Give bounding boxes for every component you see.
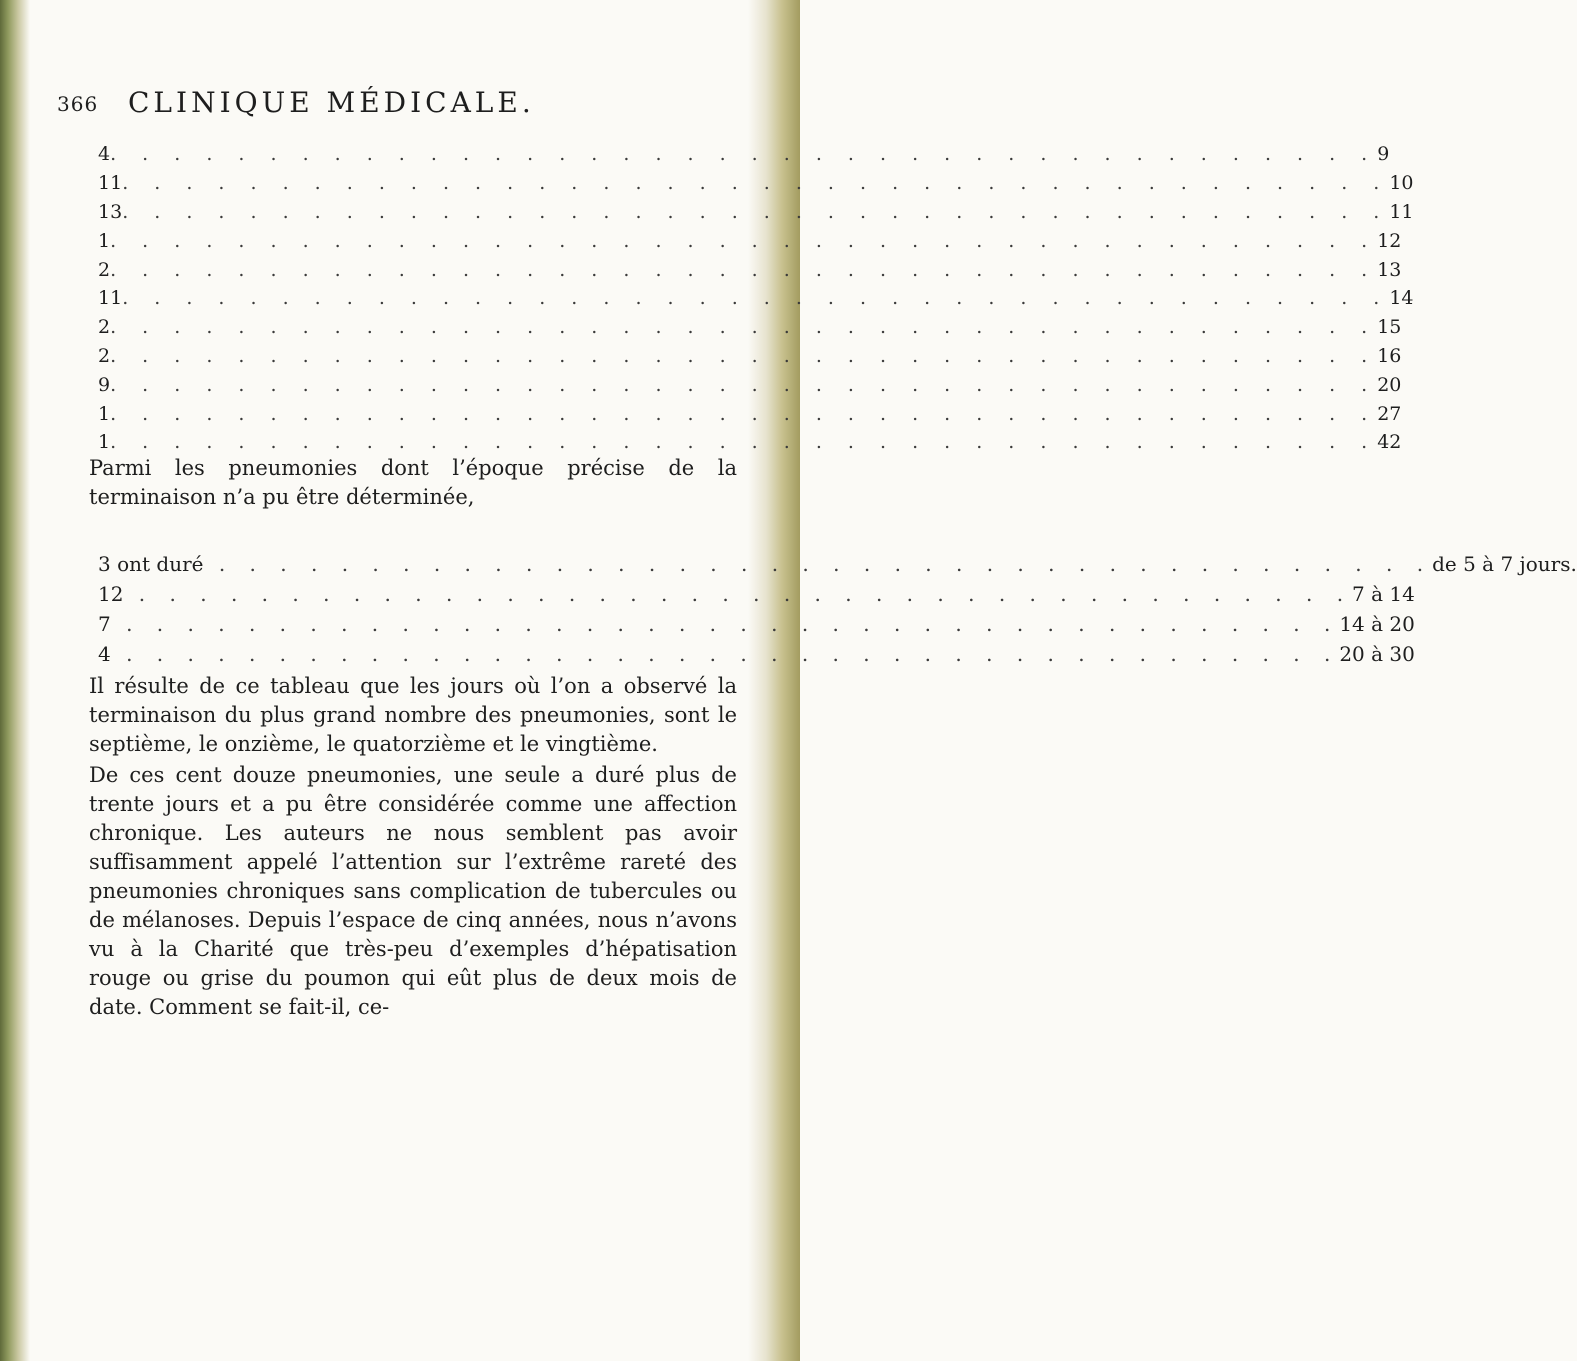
page-number: 366 [57, 92, 99, 116]
dot-leader: . . . . . . . . . . . . . . . . . . . . . . . . . . . . . . . . . . . . . . . . [110, 612, 1340, 636]
termination-day-table [98, 140, 1414, 457]
dot-leader: . . . . . . . . . . . . . . . . . . . . . . . . . . . . . . . . . . . . . . . . [122, 200, 1390, 223]
termination-day: 42 [1377, 431, 1402, 454]
table-row [98, 370, 1402, 399]
termination-day: 15 [1377, 316, 1402, 339]
duration-range: 7 à 14 [1352, 582, 1415, 606]
case-count: 2 [98, 344, 111, 367]
termination-day: 27 [1377, 402, 1402, 425]
table-row [98, 169, 1414, 198]
duration-range: de 5 à 7 jours. [1432, 552, 1577, 576]
termination-day: 12 [1377, 229, 1402, 252]
termination-day: 11 [1389, 200, 1414, 223]
case-count: 4 [98, 642, 111, 666]
paragraph-text: Il résulte de ce tableau que les jours où l’on a observé la terminaison du plus grand nombre des pneumonies, sont le septième, le onzième, le quatorzième et le vingtième. [89, 674, 737, 756]
table-row [98, 226, 1402, 255]
table-row [98, 255, 1402, 284]
case-count: 11 [98, 287, 123, 310]
paragraph-undetermined [57, 454, 737, 512]
table-row [98, 342, 1402, 371]
case-count: 9 [98, 373, 111, 396]
case-count: 13 [98, 200, 123, 223]
case-count: 12 [98, 582, 124, 606]
table-row [98, 609, 1415, 639]
case-count: 3 ont duré [98, 552, 204, 576]
table-row [98, 639, 1415, 669]
duration-table [98, 549, 1577, 669]
case-count: 1 [98, 431, 111, 454]
table-row [98, 399, 1402, 428]
table-row [98, 579, 1415, 609]
dot-leader: . . . . . . . . . . . . . . . . . . . . . . . . . . . . . . . . . . . . . . . . [110, 258, 1378, 281]
dot-leader: . . . . . . . . . . . . . . . . . . . . . . . . . . . . . . . . . . . . . . . . [123, 582, 1353, 606]
dot-leader: . . . . . . . . . . . . . . . . . . . . . . . . . . . . . . . . . . . . . . . . [122, 287, 1390, 310]
case-count: 1 [98, 402, 111, 425]
duration-range: 20 à 30 [1339, 642, 1415, 666]
dot-leader: . . . . . . . . . . . . . . . . . . . . . . . . . . . . . . . . . . . . . . . . [203, 552, 1433, 576]
case-count: 4 [98, 143, 111, 166]
termination-day: 13 [1377, 258, 1402, 281]
termination-day: 9 [1377, 143, 1390, 166]
table-row [98, 198, 1414, 227]
dot-leader: . . . . . . . . . . . . . . . . . . . . . . . . . . . . . . . . . . . . . . . . [110, 431, 1378, 454]
table-row [98, 284, 1414, 313]
case-count: 11 [98, 172, 123, 195]
case-count: 2 [98, 316, 111, 339]
running-title: CLINIQUE MÉDICALE. [128, 86, 535, 119]
table-row [98, 428, 1402, 457]
dot-leader: . . . . . . . . . . . . . . . . . . . . . . . . . . . . . . . . . . . . . . . . [110, 642, 1340, 666]
dot-leader: . . . . . . . . . . . . . . . . . . . . . . . . . . . . . . . . . . . . . . . . [110, 316, 1378, 339]
table-row [98, 140, 1390, 169]
table-row [98, 313, 1402, 342]
dot-leader: . . . . . . . . . . . . . . . . . . . . . . . . . . . . . . . . . . . . . . . . [110, 373, 1378, 396]
page-header [57, 86, 697, 126]
duration-range: 14 à 20 [1339, 612, 1415, 636]
dot-leader: . . . . . . . . . . . . . . . . . . . . . . . . . . . . . . . . . . . . . . . . [122, 172, 1390, 195]
paragraph-text: Parmi les pneumonies dont l’époque précise de la terminaison n’a pu être déterminée, [89, 456, 737, 509]
dot-leader: . . . . . . . . . . . . . . . . . . . . . . . . . . . . . . . . . . . . . . . . [110, 402, 1378, 425]
paragraph-chronic [57, 761, 737, 1022]
dot-leader: . . . . . . . . . . . . . . . . . . . . . . . . . . . . . . . . . . . . . . . . [110, 143, 1378, 166]
termination-day: 20 [1377, 373, 1402, 396]
termination-day: 14 [1389, 287, 1414, 310]
paragraph-result [57, 672, 737, 759]
case-count: 7 [98, 612, 111, 636]
dot-leader: . . . . . . . . . . . . . . . . . . . . . . . . . . . . . . . . . . . . . . . . [110, 229, 1378, 252]
table-row [98, 549, 1577, 579]
termination-day: 10 [1389, 172, 1414, 195]
termination-day: 16 [1377, 344, 1402, 367]
case-count: 1 [98, 229, 111, 252]
page-binding-edge [0, 0, 30, 1361]
dot-leader: . . . . . . . . . . . . . . . . . . . . . . . . . . . . . . . . . . . . . . . . [110, 344, 1378, 367]
paragraph-text: De ces cent douze pneumonies, une seule a duré plus de trente jours et a pu être considérée comme une affection chronique. Les auteurs ne nous semblent pas avoir suffisamment appelé l’attention sur l’extrême rareté des pneumonies chroniques sans complication de tubercules ou de mélanoses. Depuis l’espace de cinq années, nous n’avons vu à la Charité que très-peu d’exemples d’hépatisation rouge ou grise du poumon qui eût plus de deux mois de date. Comment se fait-il, ce- [89, 763, 737, 1019]
case-count: 2 [98, 258, 111, 281]
